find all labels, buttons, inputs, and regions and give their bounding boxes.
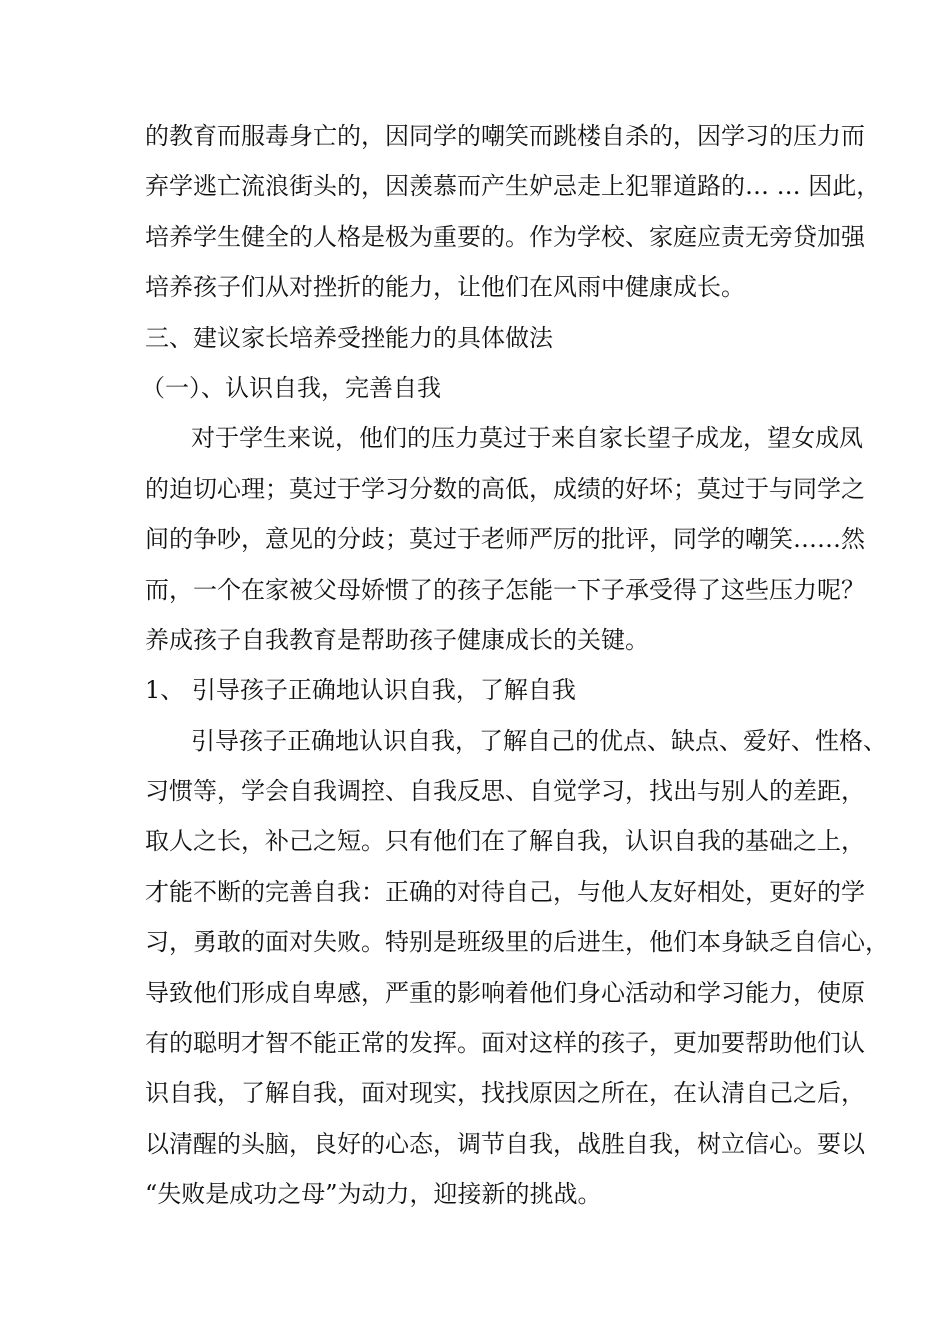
paragraph-line: 才能不断的完善自我：正确的对待自己，与他人友好相处，更好的学 [145,877,865,906]
paragraph-line: 导致他们形成自卑感，严重的影响着他们身心活动和学习能力，使原 [145,978,865,1007]
subsection-heading: （一）、认识自我，完善自我 [141,373,441,402]
paragraph-line: 习惯等，学会自我调控、自我反思、自觉学习，找出与别人的差距， [145,777,865,806]
paragraph-line: 弃学逃亡流浪街头的，因羡慕而产生妒忌走上犯罪道路的… … 因此， [145,172,881,201]
paragraph-line: “失败是成功之母”为动力，迎接新的挑战。 [145,1180,602,1209]
paragraph-line: 以清醒的头脑，良好的心态，调节自我，战胜自我，树立信心。要以 [145,1129,865,1158]
paragraph-line: 引导孩子正确地认识自我，了解自己的优点、缺点、爱好、性格、 [191,726,887,755]
paragraph-line: 取人之长，补己之短。只有他们在了解自我，认识自我的基础之上， [145,827,865,856]
paragraph-line: 对于学生来说，他们的压力莫过于来自家长望子成龙，望女成凤 [191,424,863,453]
paragraph-line: 间的争吵，意见的分歧；莫过于老师严厉的批评，同学的嘲笑……然 [145,525,865,554]
numbered-heading: 1、 引导孩子正确地认识自我，了解自我 [145,676,576,705]
paragraph-line: 培养学生健全的人格是极为重要的。作为学校、家庭应责无旁贷加强 [145,222,865,251]
paragraph-line: 习，勇敢的面对失败。特别是班级里的后进生，他们本身缺乏自信心， [145,928,889,957]
section-heading: 三、建议家长培养受挫能力的具体做法 [145,323,553,352]
paragraph-line: 有的聪明才智不能正常的发挥。面对这样的孩子，更加要帮助他们认 [145,1029,865,1058]
paragraph-line: 的教育而服毒身亡的，因同学的嘲笑而跳楼自杀的，因学习的压力而 [145,122,865,150]
paragraph-line: 而，一个在家被父母娇惯了的孩子怎能一下子承受得了这些压力呢？ [145,575,865,604]
paragraph-line: 识自我，了解自我，面对现实，找找原因之所在，在认清自己之后， [145,1079,865,1108]
paragraph-line: 养成孩子自我教育是帮助孩子健康成长的关键。 [145,625,649,654]
paragraph-line: 的迫切心理；莫过于学习分数的高低，成绩的好坏；莫过于与同学之 [145,474,865,503]
document-body [141,111,889,1220]
paragraph-line: 培养孩子们从对挫折的能力，让他们在风雨中健康成长。 [145,273,745,302]
